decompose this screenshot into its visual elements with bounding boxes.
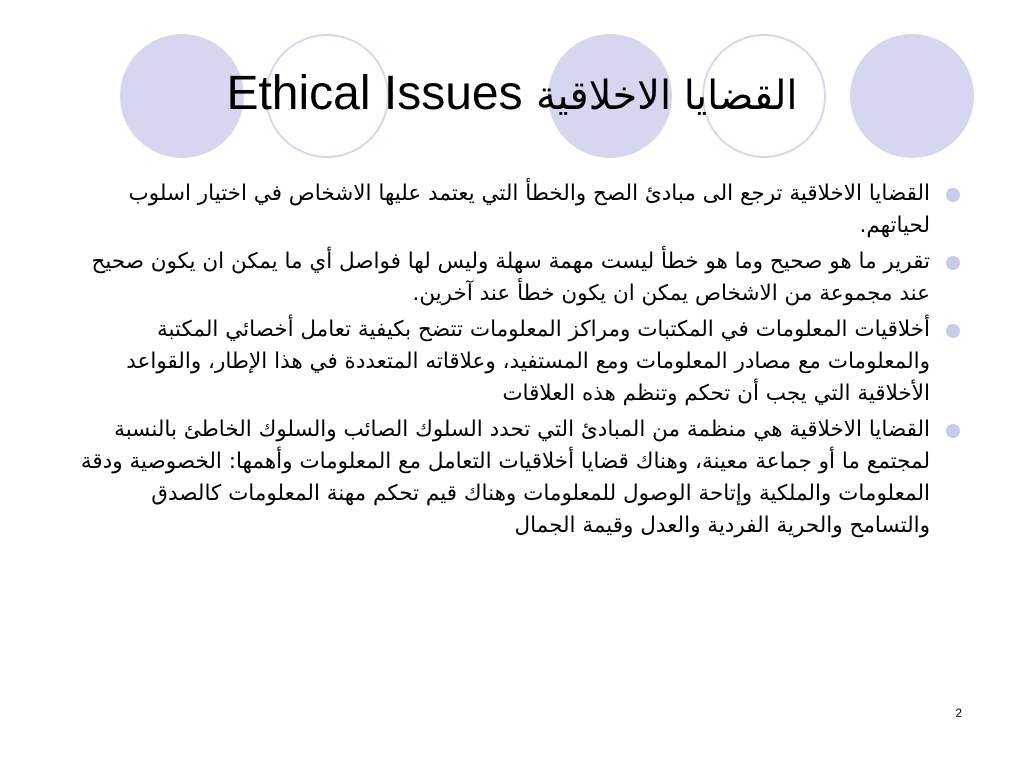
bullet-dot-icon bbox=[946, 256, 960, 270]
title-english: Ethical Issues bbox=[226, 67, 523, 120]
bullet-text: أخلاقيات المعلومات في المكتبات ومراكز المعلومات تتضح بكيفية تعامل أخصائي المكتبة والمعلومات مع مصادر المعلومات ومع المستفيد، وعلاقاته المتعددة في هذا الإطار، والقواعد الأخلاقية التي يجب أن تحكم وتنظم هذه العلاقات bbox=[126, 317, 930, 406]
bullet-dot-icon bbox=[946, 424, 960, 438]
bullet-text: تقرير ما هو صحيح وما هو خطأ ليست مهمة سهلة وليس لها فواصل أي ما يمكن ان يكون صحيح عند مجموعة من الاشخاص يمكن ان يكون خطأ عند آخرين. bbox=[91, 249, 930, 306]
slide-title bbox=[0, 64, 1024, 126]
slide-body bbox=[70, 178, 962, 546]
bullet-text: القضايا الاخلاقية هي منظمة من المبادئ التي تحدد السلوك الصائب والسلوك الخاطئ بالنسبة لمجتمع ما أو جماعة معينة، وهناك قضايا أخلاقيات التعامل مع المعلومات وأهمها: الخصوصية ودقة المعلومات والملكية وإتاحة الوصول للمعلومات وهناك قيم تحكم مهنة المعلومات كالصدق والتسامح والحرية الفردية والعدل وقيمة الجمال bbox=[80, 417, 930, 538]
bullet-item bbox=[70, 246, 962, 310]
bullet-text: القضايا الاخلاقية ترجع الى مبادئ الصح والخطأ التي يعتمد عليها الاشخاص في اختيار اسلوب لحياتهم. bbox=[128, 181, 930, 238]
bullet-item bbox=[70, 314, 962, 410]
bullet-item bbox=[70, 178, 962, 242]
title-arabic: القضايا الاخلاقية bbox=[535, 73, 798, 119]
bullet-dot-icon bbox=[946, 324, 960, 338]
bullet-item bbox=[70, 414, 962, 542]
bullet-dot-icon bbox=[946, 188, 960, 202]
slide-number: 2 bbox=[955, 706, 962, 720]
